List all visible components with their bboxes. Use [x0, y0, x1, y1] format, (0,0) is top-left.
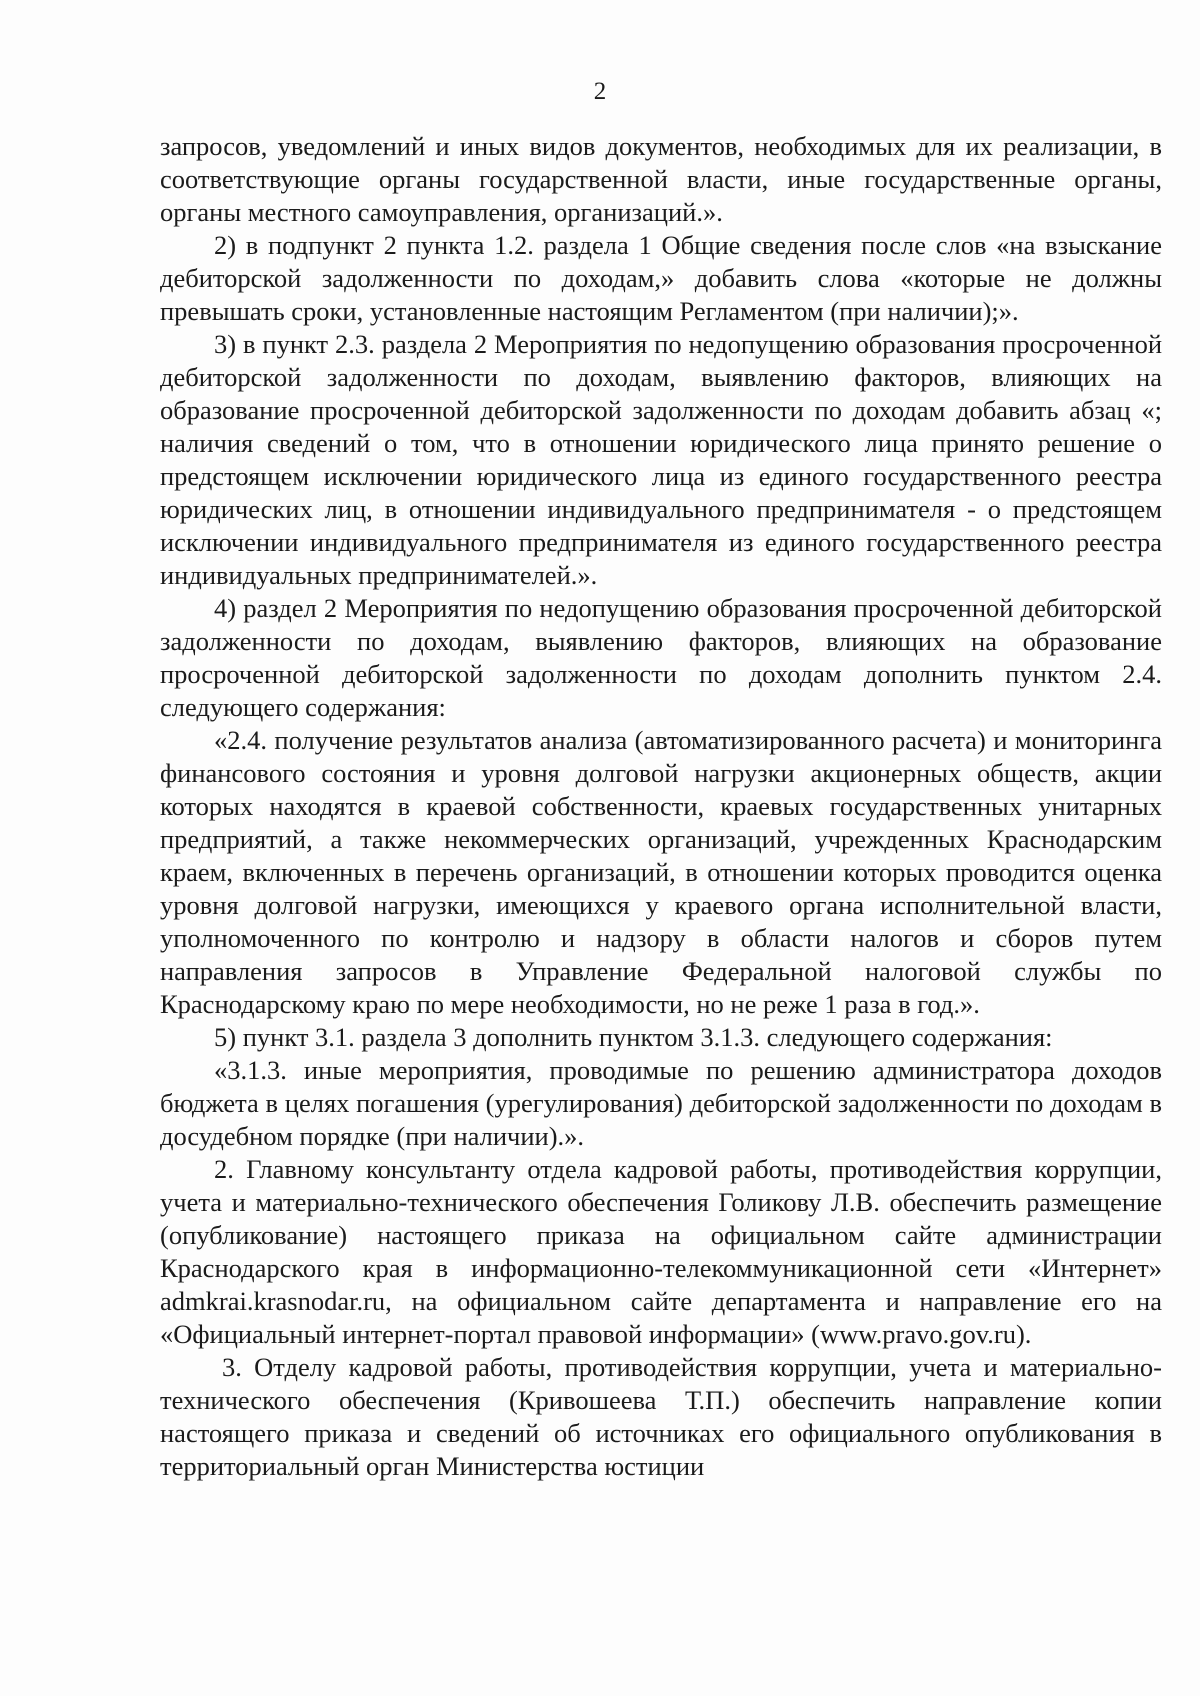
paragraph-continuation: запросов, уведомлений и иных видов документов, необходимых для их реализации, в соответствующие органы государственной власти, иные государственные органы, органы местного самоуправления, организаций.».: [160, 131, 1162, 227]
paragraph-item-5: 5) пункт 3.1. раздела 3 дополнить пунктом 3.1.3. следующего содержания:: [214, 1022, 1053, 1052]
paragraph-point-2-4: «2.4. получение результатов анализа (автоматизированного расчета) и мониторинга финансового состояния и уровня долговой нагрузки акционерных обществ, акции которых находятся в краевой собственности, краевых государственных унитарных предприятий, а также некоммерческих организаций, учрежденных Краснодарским краем, включенных в перечень организаций, в отношении которых проводится оценка уровня долговой нагрузки, имеющихся у краевого органа исполнительной власти, уполномоченного по контролю и надзору в области налогов и сборов путем направления запросов в Управление Федеральной налоговой службы по Краснодарскому краю по мере необходимости, но не реже 1 раза в год.».: [160, 725, 1162, 1019]
paragraph-item-2: 2) в подпункт 2 пункта 1.2. раздела 1 Общие сведения после слов «на взыскание дебиторской задолженности по доходам,» добавить слова «которые не должны превышать сроки, установленные настоящим Регламентом (при наличии);».: [160, 230, 1162, 326]
paragraph-item-3: 3) в пункт 2.3. раздела 2 Мероприятия по недопущению образования просроченной дебиторской задолженности по доходам, выявлению факторов, влияющих на образование просроченной дебиторской задолженности по доходам добавить абзац «; наличия сведений о том, что в отношении юридического лица принято решение о предстоящем исключении юридического лица из единого государственного реестра юридических лиц, в отношении индивидуального предпринимателя - о предстоящем исключении индивидуального предпринимателя из единого государственного реестра индивидуальных предпринимателей.».: [160, 329, 1162, 590]
paragraph-item-4: 4) раздел 2 Мероприятия по недопущению образования просроченной дебиторской задолженности по доходам, выявлению факторов, влияющих на образование просроченной дебиторской задолженности по доходам дополнить пунктом 2.4. следующего содержания:: [160, 593, 1162, 722]
paragraph-clause-2: 2. Главному консультанту отдела кадровой работы, противодействия коррупции, учета и материально-технического обеспечения Голикову Л.В. обеспечить размещение (опубликование) настоящего приказа на официальном сайте администрации Краснодарского края в информационно-телекоммуникационной сети «Интернет» admkrai.krasnodar.ru, на официальном сайте департамента и направление его на «Официальный интернет-портал правовой информации» (www.pravo.gov.ru).: [160, 1154, 1162, 1349]
document-body: [160, 130, 1162, 1483]
paragraph-clause-3: 3. Отделу кадровой работы, противодействия коррупции, учета и материально-технического обеспечения (Кривошеева Т.П.) обеспечить направление копии настоящего приказа и сведений об источниках его официального опубликования в территориальный орган Министерства юстиции: [160, 1352, 1162, 1481]
paragraph-point-3-1-3: «3.1.3. иные мероприятия, проводимые по решению администратора доходов бюджета в целях погашения (урегулирования) дебиторской задолженности по доходам в досудебном порядке (при наличии).».: [160, 1055, 1162, 1151]
page-number: 2: [593, 78, 607, 105]
